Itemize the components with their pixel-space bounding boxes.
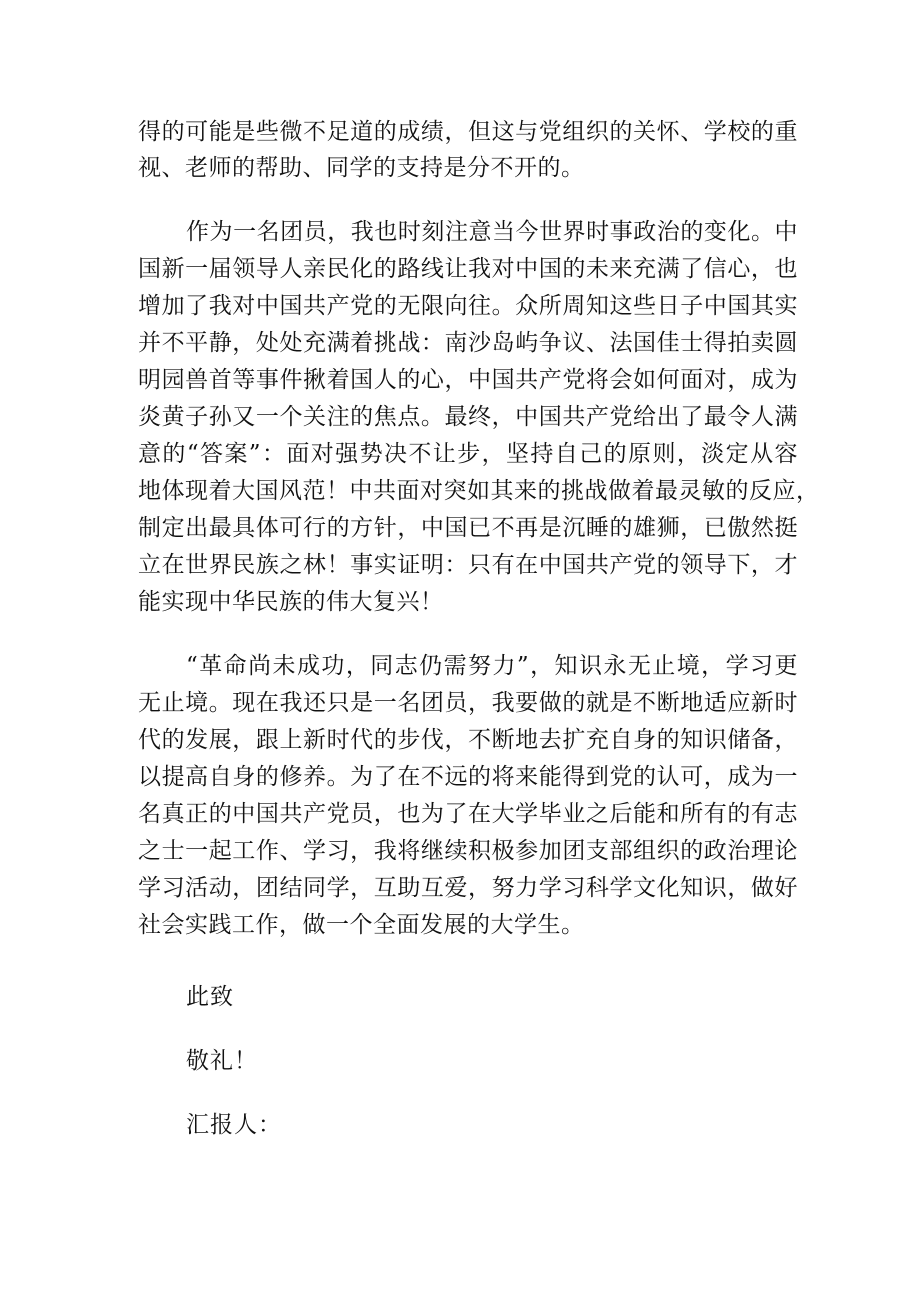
text-line: 代的发展，跟上新时代的步伐，不断地去扩充自身的知识储备， [138, 727, 798, 753]
text-line: 制定出最具体可行的方针，中国已不再是沉睡的雄狮，已傲然挺 [138, 515, 798, 541]
text-line: 并不平静，处处充满着挑战：南沙岛屿争议、法国佳士得拍卖圆 [138, 330, 798, 356]
reporter-label: 汇报人： [186, 1112, 282, 1138]
text-line: 能实现中华民族的伟大复兴！ [138, 589, 444, 615]
text-line: 地体现着大国风范！中共面对突如其来的挑战做着最灵敏的反应， [138, 478, 820, 504]
text-line: 立在世界民族之林！事实证明：只有在中国共产党的领导下，才 [138, 552, 798, 578]
text-line: 国新一届领导人亲民化的路线让我对中国的未来充满了信心，也 [138, 256, 798, 282]
text-line: 社会实践工作，做一个全面发展的大学生。 [138, 912, 585, 938]
text-line: 视、老师的帮助、同学的支持是分不开的。 [138, 155, 585, 181]
text-line: 无止境。现在我还只是一名团员，我要做的就是不断地适应新时 [138, 690, 798, 716]
text-line: 得的可能是些微不足道的成绩，但这与党组织的关怀、学校的重 [138, 119, 798, 145]
text-line: 作为一名团员，我也时刻注意当今世界时事政治的变化。中 [186, 219, 798, 245]
text-line: 炎黄子孙又一个关注的焦点。最终，中国共产党给出了最令人满 [138, 404, 798, 430]
salutation-ci-zhi: 此致 [186, 984, 234, 1010]
text-line: 明园兽首等事件揪着国人的心，中国共产党将会如何面对，成为 [138, 367, 798, 393]
text-line: 之士一起工作、学习，我将继续积极参加团支部组织的政治理论 [138, 838, 798, 864]
salutation-jing-li: 敬礼！ [186, 1048, 258, 1074]
text-line: 意的“答案”：面对强势决不让步，坚持自己的原则，淡定从容 [138, 441, 798, 467]
text-line: 以提高自身的修养。为了在不远的将来能得到党的认可，成为一 [138, 764, 798, 790]
text-line: “革命尚未成功，同志仍需努力”，知识永无止境，学习更 [186, 653, 798, 679]
text-line: 名真正的中国共产党员，也为了在大学毕业之后能和所有的有志 [138, 801, 798, 827]
text-line: 增加了我对中国共产党的无限向往。众所周知这些日子中国其实 [138, 293, 798, 319]
text-line: 学习活动，团结同学，互助互爱，努力学习科学文化知识，做好 [138, 875, 798, 901]
